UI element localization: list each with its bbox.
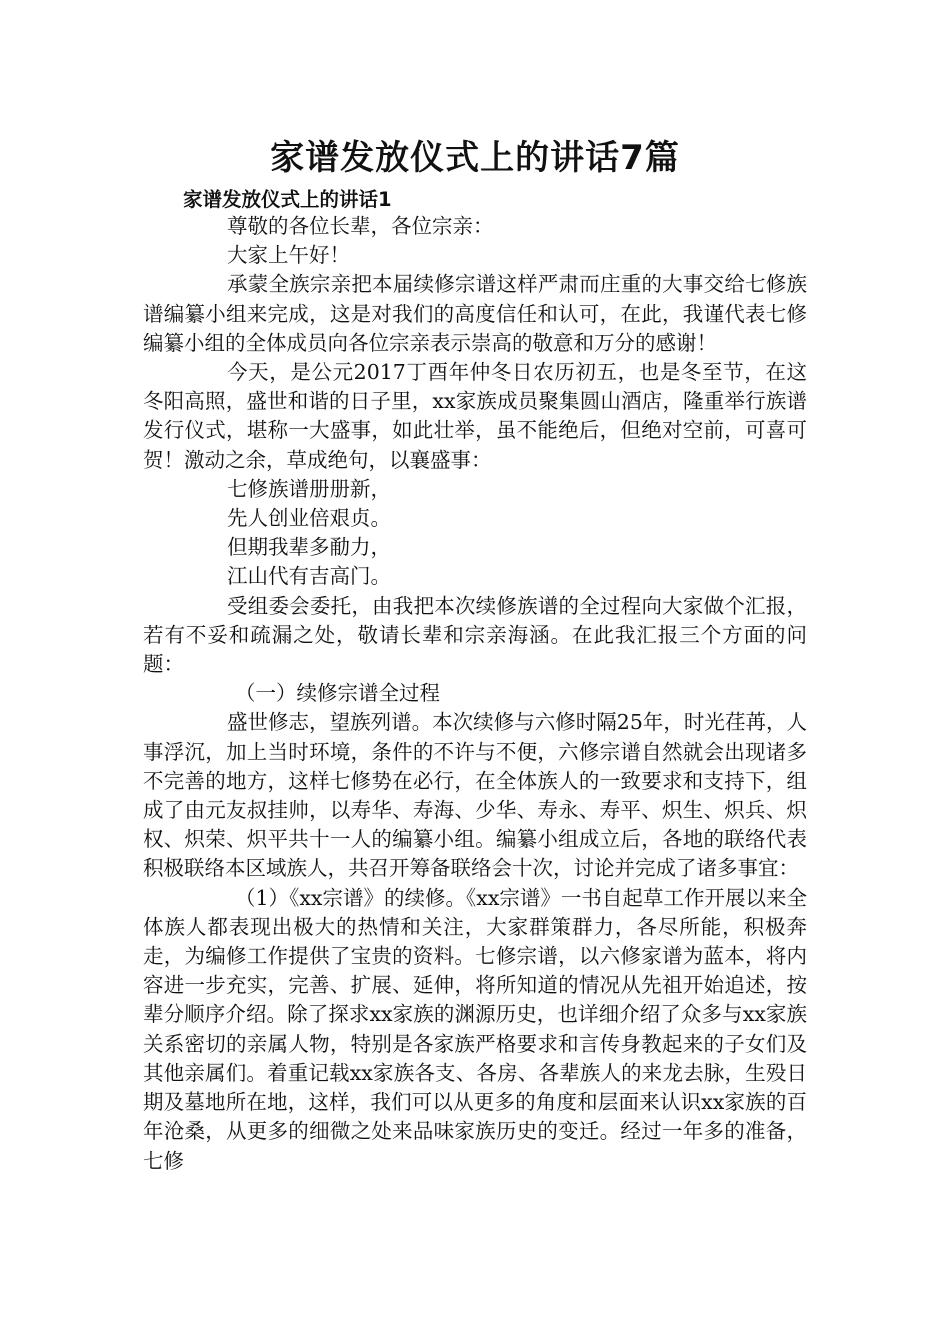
body-paragraph: （1）《xx宗谱》的续修。《xx宗谱》一书自起草工作开展以来全体族人都表现出极大的热情和关注，大家群策群力，各尽所能，积极奔走，为编修工作提供了宝贵的资料。七修宗谱，以六修家谱为蓝本，将内容进一步充实，完善、扩展、延伸，将所知道的情况从先祖开始追述，按辈分顺序介绍。除了探求xx家族的渊源历史，也详细介绍了众多与xx家族关系密切的亲属人物，特别是各家族严格要求和言传身教起来的子女们及其他亲属们。着重记载xx家族各支、各房、各辈族人的来龙去脉，生殁日期及墓地所在地，这样，我们可以从更多的角度和层面来认识xx家族的百年沧桑，从更多的细微之处来品味家族历史的变迁。经过一年多的准备，七修 <box>143 885 807 1173</box>
section-heading: 家谱发放仪式上的讲话1 <box>183 188 392 211</box>
salutation: 尊敬的各位长辈，各位宗亲： <box>227 214 494 238</box>
document-title: 家谱发放仪式上的讲话7篇 <box>270 138 680 178</box>
body-paragraph: 今天，是公元2017丁酉年仲冬日农历初五，也是冬至节，在这冬阳高照，盛世和谐的日子里，xx家族成员聚集圆山酒店，隆重举行族谱发行仪式，堪称一大盛事，如此壮举，虽不能绝后，但绝对空前，可喜可贺！激动之余，草成绝句，以襄盛事： <box>143 360 807 472</box>
body-paragraph: 受组委会委托，由我把本次续修族谱的全过程向大家做个汇报，若有不妥和疏漏之处，敬请长辈和宗亲海涵。在此我汇报三个方面的问题： <box>143 593 807 677</box>
poem-line: 江山代有吉高门。 <box>227 564 391 589</box>
body-paragraph: 盛世修志，望族列谱。本次续修与六修时隔25年，时光荏苒，人事浮沉，加上当时环境，条件的不许与不便，六修宗谱自然就会出现诸多不完善的地方，这样七修势在必行，在全体族人的一致要求和支持下，组成了由元友叔挂帅，以寿华、寿海、少华、寿永、寿平、炽生、炽兵、炽权、炽荣、炽平共十一人的编纂小组。编纂小组成立后，各地的联络代表积极联络本区域族人，共召开筹备联络会十次，讨论并完成了诸多事宜： <box>143 710 807 881</box>
poem-line: 但期我辈多勈力， <box>227 535 391 560</box>
section-subheading: （一）续修宗谱全过程 <box>235 681 440 706</box>
greeting: 大家上午好！ <box>227 243 350 268</box>
body-paragraph: 承蒙全族宗亲把本届续修宗谱这样严肃而庄重的大事交给七修族谱编纂小组来完成，这是对我们的高度信任和认可，在此，我谨代表七修编纂小组的全体成员向各位宗亲表示崇高的敬意和万分的感谢！ <box>143 272 807 355</box>
poem-line: 七修族谱册册新， <box>227 476 391 501</box>
document-body <box>143 212 807 1176</box>
poem-line: 先人创业倍艰贞。 <box>227 506 391 531</box>
